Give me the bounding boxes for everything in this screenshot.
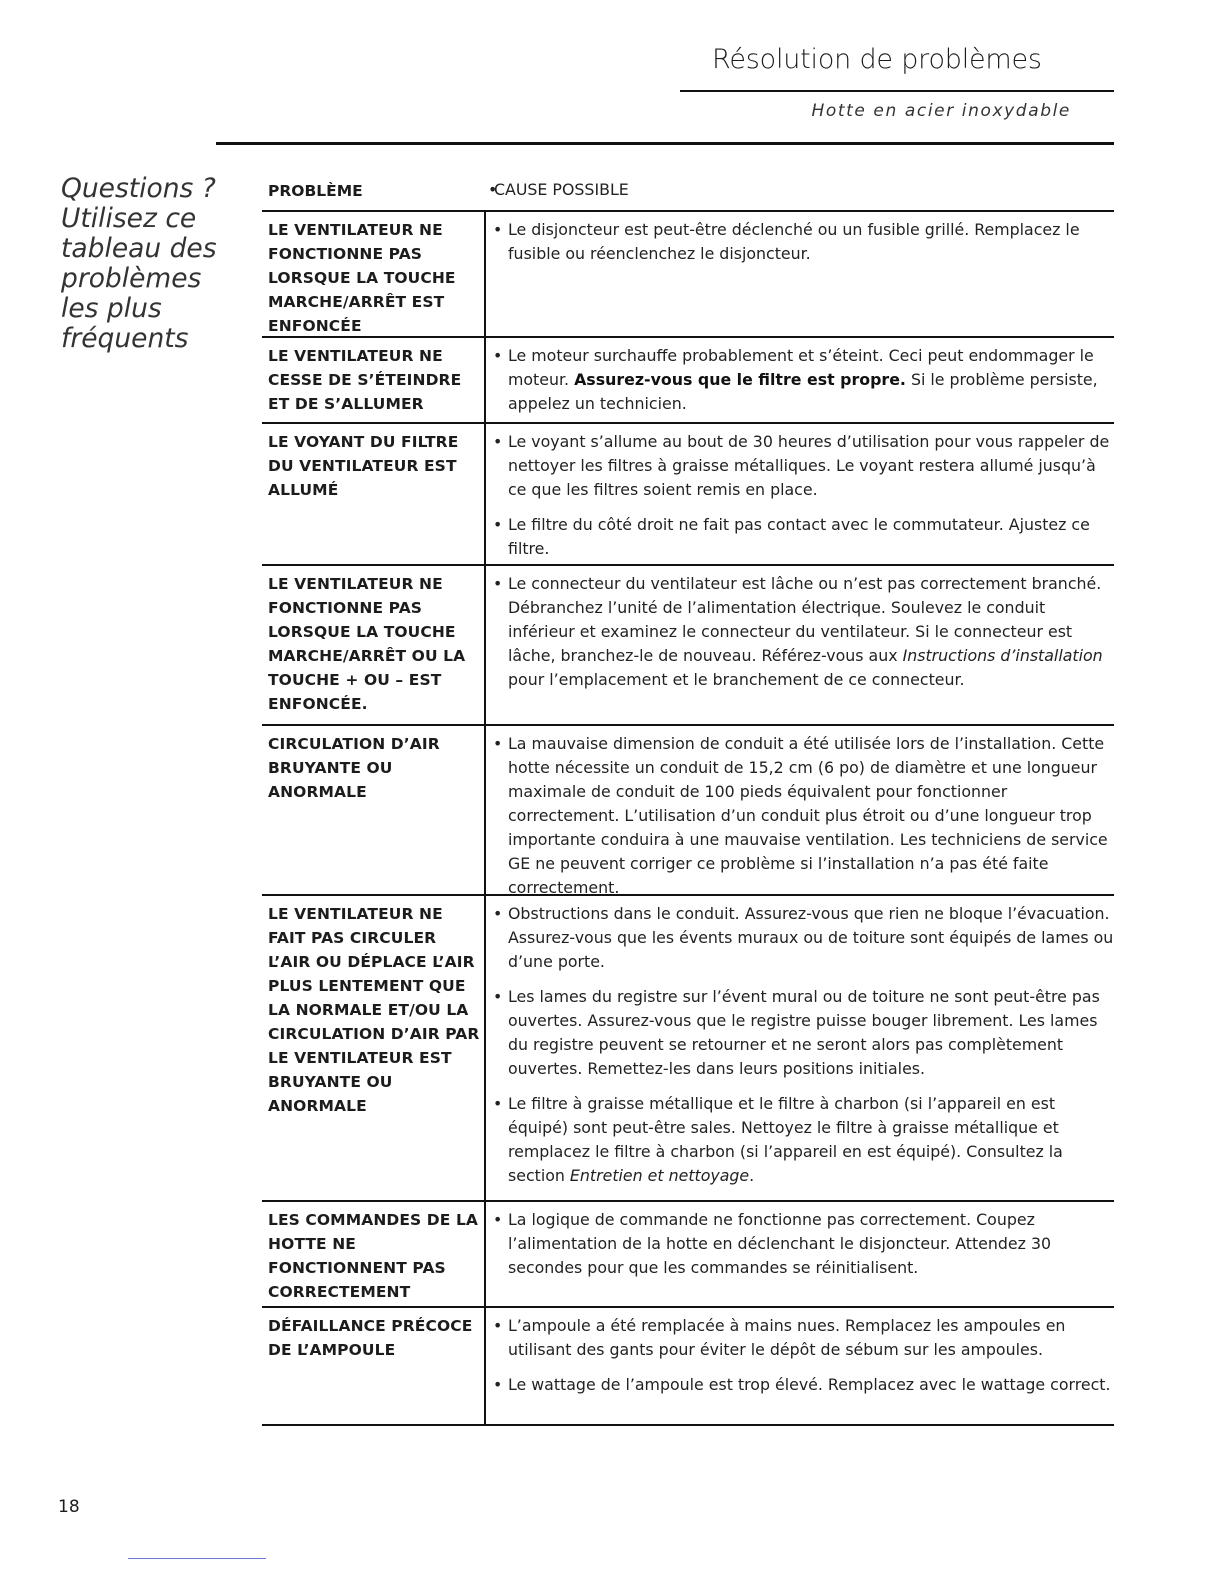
footer-line bbox=[128, 1558, 266, 1559]
cause-emphasis: Assurez-vous que le filtre est propre. bbox=[574, 370, 906, 389]
cause-cell bbox=[486, 424, 1114, 564]
sidebar-question: Questions ? bbox=[61, 173, 216, 204]
cause-text: Si le problème persiste, appelez un technicien. bbox=[508, 370, 1098, 413]
cause-reference: Entretien et nettoyage bbox=[569, 1166, 750, 1185]
cause-item bbox=[493, 732, 1114, 900]
cause-cell bbox=[486, 896, 1114, 1200]
title-rule bbox=[680, 90, 1114, 92]
page-title: Résolution de problèmes bbox=[712, 44, 1042, 75]
cause-reference: Instructions d’installation bbox=[902, 646, 1103, 665]
table-row bbox=[262, 566, 1114, 726]
cause-item bbox=[493, 902, 1114, 974]
cause-item bbox=[493, 1092, 1114, 1188]
cause-cell bbox=[486, 1202, 1114, 1306]
problem-cell: CIRCULATION D’AIR BRUYANTE OU ANORMALE bbox=[262, 726, 486, 894]
cause-item bbox=[493, 218, 1114, 266]
cause-text: Les lames du registre sur l’évent mural ou de toiture ne sont peut-être pas ouvertes. Assurez-vous que le registre puisse bouger librement. Les lames du registre peuvent se retourner et ne seront alors pas complètement ouvertes. Remettez-les dans leurs positions initiales. bbox=[508, 987, 1100, 1078]
table-row bbox=[262, 338, 1114, 424]
table-row bbox=[262, 1202, 1114, 1308]
cause-item bbox=[493, 985, 1114, 1081]
table-row bbox=[262, 212, 1114, 338]
troubleshooting-table bbox=[262, 178, 1114, 1426]
problem-cell: LE VENTILATEUR NE FONCTIONNE PAS LORSQUE LA TOUCHE MARCHE/ARRÊT OU LA TOUCHE + OU – EST ENFONCÉE. bbox=[262, 566, 486, 724]
cause-text: pour l’emplacement et le branchement de ce connecteur. bbox=[508, 670, 965, 689]
sidebar-note: Utilisez ce tableau des problèmes les plus fréquents bbox=[61, 203, 217, 354]
cause-text: Le moteur surchauffe probablement et s’éteint. Ceci peut endommager le moteur. bbox=[508, 346, 1094, 389]
cause-text: La mauvaise dimension de conduit a été utilisée lors de l’installation. Cette hotte nécessite un conduit de 15,2 cm (6 po) de diamètre et une longueur maximale de conduit de 100 pieds équivalent pour fonctionner correctement. L’utilisation d’un conduit plus étroit ou d’une longueur trop importante conduira à une mauvaise ventilation. Les techniciens de service GE ne peuvent corriger ce problème si l’installation n’a pas été faite correctement. bbox=[508, 734, 1108, 897]
table-row bbox=[262, 424, 1114, 566]
cause-text: . bbox=[749, 1166, 755, 1185]
cause-text: Le wattage de l’ampoule est trop élevé. Remplacez avec le wattage correct. bbox=[508, 1375, 1111, 1394]
cause-item bbox=[493, 513, 1114, 561]
cause-item bbox=[493, 572, 1114, 692]
table-body bbox=[262, 212, 1114, 1426]
table-row bbox=[262, 896, 1114, 1202]
cause-text: Le connecteur du ventilateur est lâche ou n’est pas correctement branché. Débranchez l’unité de l’alimentation électrique. Soulevez le conduit inférieur et examinez le connecteur du ventilateur. Si le connecteur est lâche, branchez-le de nouveau. Référez-vous aux bbox=[508, 574, 1102, 665]
cause-item bbox=[493, 344, 1114, 416]
cause-cell bbox=[486, 212, 1114, 336]
cause-cell bbox=[486, 1308, 1114, 1424]
problem-cell: LE VENTILATEUR NE CESSE DE S’ÉTEINDRE ET DE S’ALLUMER bbox=[262, 338, 486, 422]
cause-cell bbox=[486, 566, 1114, 724]
problem-cell: DÉFAILLANCE PRÉCOCE DE L’AMPOULE bbox=[262, 1308, 486, 1424]
problem-cell: LE VENTILATEUR NE FAIT PAS CIRCULER L’AIR OU DÉPLACE L’AIR PLUS LENTEMENT QUE LA NORMALE ET/OU LA CIRCULATION D’AIR PAR LE VENTILATEUR EST BRUYANTE OU ANORMALE bbox=[262, 896, 486, 1200]
cause-text: L’ampoule a été remplacée à mains nues. Remplacez les ampoules en utilisant des gants pour éviter le dépôt de sébum sur les ampoules. bbox=[508, 1316, 1066, 1359]
cause-text: Le filtre à graisse métallique et le filtre à charbon (si l’appareil en est équipé) sont peut-être sales. Nettoyez le filtre à graisse métallique et remplacez le filtre à charbon (si l’appareil en est équipé). Consultez la section bbox=[508, 1094, 1063, 1185]
cause-text: Le disjoncteur est peut-être déclenché ou un fusible grillé. Remplacez le fusible ou réenclenchez le disjoncteur. bbox=[508, 220, 1080, 263]
cause-item bbox=[493, 1314, 1114, 1362]
table-row bbox=[262, 1308, 1114, 1426]
cause-item bbox=[493, 1208, 1114, 1280]
cause-cell bbox=[486, 338, 1114, 422]
cause-text: Le voyant s’allume au bout de 30 heures d’utilisation pour vous rappeler de nettoyer les filtres à graisse métalliques. Le voyant restera allumé jusqu’à ce que les filtres soient remis en place. bbox=[508, 432, 1110, 499]
problem-cell: LES COMMANDES DE LA HOTTE NE FONCTIONNENT PAS CORRECTEMENT bbox=[262, 1202, 486, 1306]
cause-text: Obstructions dans le conduit. Assurez-vous que rien ne bloque l’évacuation. Assurez-vous que les évents muraux ou de toiture sont équipés de lames ou d’une porte. bbox=[508, 904, 1114, 971]
sidebar-note-block bbox=[61, 174, 236, 354]
cause-text: Le filtre du côté droit ne fait pas contact avec le commutateur. Ajustez ce filtre. bbox=[508, 515, 1090, 558]
cause-cell bbox=[486, 726, 1114, 897]
page-number: 18 bbox=[58, 1497, 80, 1517]
table-header bbox=[262, 178, 1114, 212]
column-header-problem: PROBLÈME bbox=[268, 182, 363, 200]
table-row bbox=[262, 726, 1114, 896]
cause-text: La logique de commande ne fonctionne pas correctement. Coupez l’alimentation de la hotte en déclenchant le disjoncteur. Attendez 30 secondes pour que les commandes se réinitialisent. bbox=[508, 1210, 1052, 1277]
problem-cell: LE VENTILATEUR NE FONCTIONNE PAS LORSQUE LA TOUCHE MARCHE/ARRÊT EST ENFONCÉE bbox=[262, 212, 486, 336]
problem-cell: LE VOYANT DU FILTRE DU VENTILATEUR EST ALLUMÉ bbox=[262, 424, 486, 564]
cause-item bbox=[493, 1373, 1114, 1397]
header-rule bbox=[216, 142, 1114, 145]
page-subtitle: Hotte en acier inoxydable bbox=[811, 101, 1071, 121]
column-header-cause: • CAUSE POSSIBLE bbox=[488, 178, 629, 210]
cause-item bbox=[493, 430, 1114, 502]
